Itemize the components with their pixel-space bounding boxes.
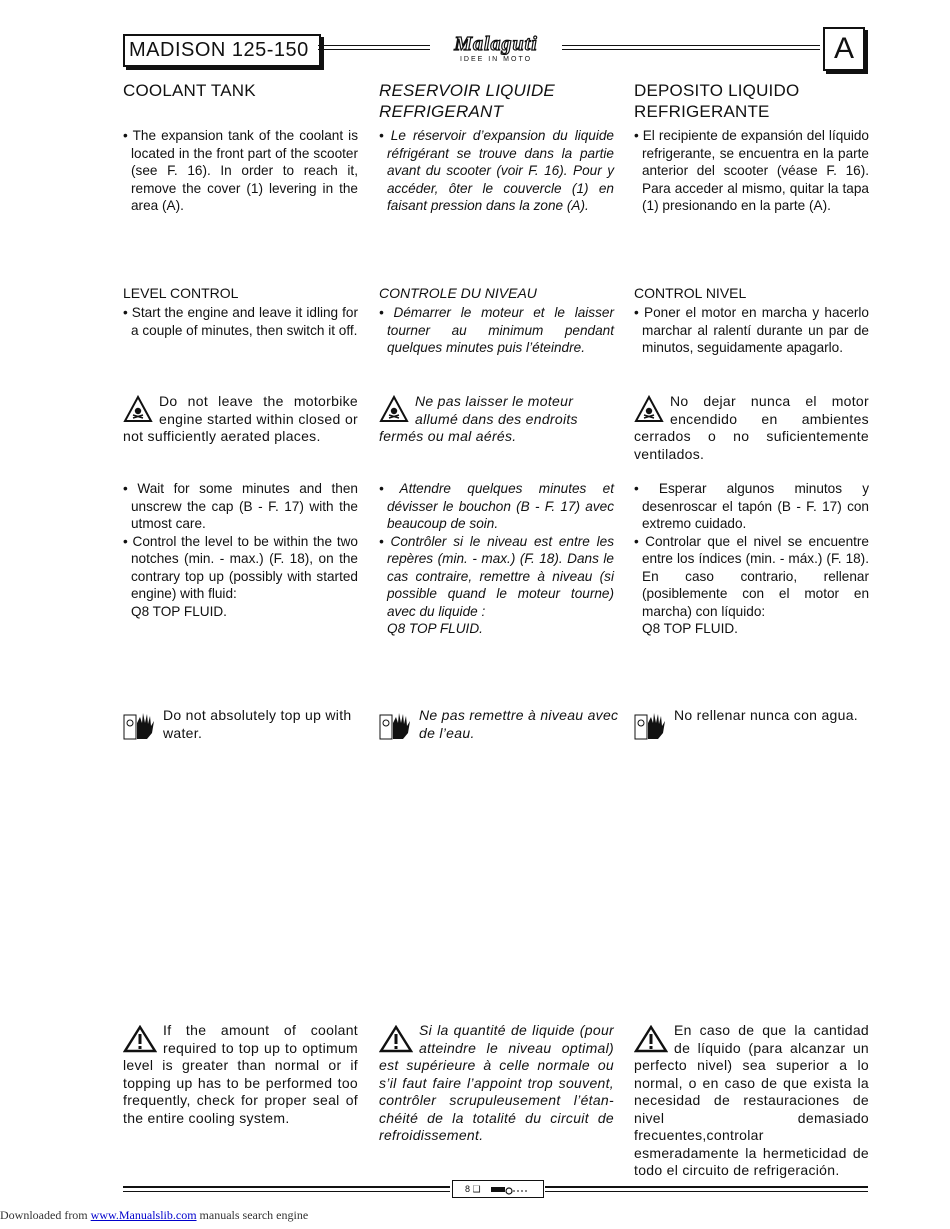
- es-steps: [634, 480, 869, 638]
- en-level: [123, 304, 358, 339]
- en-caution: [123, 1022, 358, 1127]
- fr-level-text: • Démarrer le moteur et le laisser tourner au minimum pendant quelques minutes puis l’éteindre.: [379, 305, 614, 355]
- en-warning-text: Do not leave the motorbike engine started within closed or not sufficiently aerated places.: [123, 393, 358, 444]
- fr-step1: • Attendre quelques minutes et dévisser le bouchon (B - F. 17) avec beaucoup de soin.: [379, 481, 614, 531]
- caution-icon: [379, 1025, 413, 1053]
- stop-hand-icon: [123, 709, 157, 741]
- en-caution-text: If the amount of coolant required to top up to optimum level is greater than normal or if topping up has to be performed too frequently, check for proper seal of the entire cooling system.: [123, 1022, 358, 1126]
- es-step2: • Controlar que el nivel se encuentre entre los índices (min. - máx.) (F. 18). En caso contrario, rellenar (posiblemente con el motor en marcha) con líquido:: [634, 533, 869, 619]
- es-fluid: Q8 TOP FLUID.: [642, 621, 738, 636]
- download-suffix: manuals search engine: [196, 1208, 309, 1222]
- en-fluid: Q8 TOP FLUID.: [131, 603, 227, 619]
- en-level-title: LEVEL CONTROL: [123, 285, 239, 301]
- fr-step2: • Contrôler si le niveau est entre les repères (min. - max.) (F. 18). Dans le cas contraire, remettre à niveau (si possible quand le moteur tourne) avec du liquide :: [379, 533, 614, 619]
- en-steps: [123, 480, 358, 620]
- fr-warning-text: Ne pas laisser le moteur allumé dans des endroits fermés ou mal aérés.: [379, 393, 578, 444]
- caution-icon: [123, 1025, 157, 1053]
- footer-rule-right-2: [545, 1191, 868, 1192]
- toxic-hazard-icon: [379, 395, 409, 423]
- scooter-icon: [489, 1185, 531, 1195]
- header-rule-right: [562, 45, 820, 46]
- en-stop-text: Do not absolutely top up with water.: [163, 707, 352, 741]
- en-level-text: • Start the engine and leave it idling for a couple of minutes, then switch it off.: [123, 305, 358, 338]
- en-title: COOLANT TANK: [123, 81, 256, 100]
- page-number: [452, 1180, 544, 1198]
- fr-caution-text: Si la quantité de liquide (pour atteindre le niveau optimal) est supérieure à celle normale ou s’il faut faire l’appoint trop souvent, contrôler scrupuleusement l’étan-chéité de la totalité du circuit de refroidissement.: [379, 1022, 614, 1143]
- es-warning-text: No dejar nunca el motor encendido en ambientes cerrados o no suficientemente ventilados.: [634, 393, 869, 462]
- svg-text:Malaguti: Malaguti: [454, 33, 538, 55]
- page-label: 8 ❑: [464, 1184, 481, 1194]
- header-rule-left-2: [318, 49, 430, 50]
- es-level: [634, 304, 869, 357]
- fr-stop-note: [379, 707, 619, 742]
- stop-hand-icon: [379, 709, 413, 741]
- fr-caution: [379, 1022, 614, 1145]
- en-step2: • Control the level to be within the two notches (min. - max.) (F. 18), on the contrary top up (possibly with started engine) with fluid:: [123, 533, 358, 601]
- footer-rule-left-2: [123, 1191, 450, 1192]
- fr-intro-text: • Le réservoir d’expansion du liquide réfrigérant se trouve dans la partie avant du scooter (voir F. 16). Pour y accéder, ôter le couvercle (1) en faisant pression dans la zone (A).: [379, 128, 614, 213]
- svg-text:IDEE IN MOTO: IDEE IN MOTO: [459, 56, 533, 63]
- header-rule-left: [318, 45, 430, 46]
- fr-title: RESERVOIR LIQUIDE REFRIGERANT: [379, 81, 555, 121]
- fr-level-title: CONTROLE DU NIVEAU: [379, 285, 537, 301]
- es-level-title: CONTROL NIVEL: [634, 285, 747, 301]
- es-stop-text: No rellenar nunca con agua.: [674, 707, 858, 723]
- manualslib-link[interactable]: www.Manualslib.com: [90, 1208, 197, 1222]
- model-title: MADISON 125-150: [123, 34, 321, 67]
- caution-icon: [634, 1025, 668, 1053]
- en-stop-note: [123, 707, 363, 742]
- en-step1: • Wait for some minutes and then unscrew the cap (B - F. 17) with the utmost care.: [123, 481, 358, 531]
- stop-hand-icon: [634, 709, 668, 741]
- es-level-text: • Poner el motor en marcha y hacerlo marchar al ralentí durante un par de minutos, seguidamente apagarlo.: [634, 305, 869, 355]
- es-caution-text: En caso de que la cantidad de líquido (para alcanzar un perfecto nivel) sea superior a lo normal, o en caso de que exista la necesidad de restauraciones de nivel demasiado frecuentes,controlar esmeradamente la hermeticidad de todo el circuito de refrigeración.: [634, 1022, 869, 1178]
- fr-fluid: Q8 TOP FLUID.: [387, 621, 483, 636]
- fr-level: [379, 304, 614, 357]
- es-stop-note: [634, 707, 874, 741]
- download-note: [0, 1208, 308, 1223]
- es-title: DEPOSITO LIQUIDO REFRIGERANTE: [634, 81, 800, 121]
- fr-steps: [379, 480, 614, 638]
- toxic-hazard-icon: [123, 395, 153, 423]
- fr-warning: [379, 393, 614, 446]
- es-intro: [634, 127, 869, 215]
- download-prefix: Downloaded from: [0, 1208, 91, 1222]
- footer-rule-right: [545, 1186, 868, 1188]
- es-step1: • Esperar algunos minutos y desenroscar el tapón (B - F. 17) con extremo cuidado.: [634, 481, 869, 531]
- section-letter: A: [823, 27, 865, 71]
- es-caution: [634, 1022, 869, 1180]
- es-warning: [634, 393, 869, 463]
- footer-rule-left: [123, 1186, 450, 1188]
- brand-logo: [433, 33, 559, 63]
- toxic-hazard-icon: [634, 395, 664, 423]
- en-intro-text: • The expansion tank of the coolant is located in the front part of the scooter (see F. 16). In order to reach it, remove the cover (1) levering in the area (A).: [123, 128, 358, 213]
- en-warning: [123, 393, 358, 446]
- fr-intro: [379, 127, 614, 215]
- es-intro-text: • El recipiente de expansión del líquido refrigerante, se encuentra en la parte anterior del scooter (véase F. 16). Para acceder al mismo, quitar la tapa (1) presionando en la parte (A).: [634, 128, 869, 213]
- header-rule-right-2: [562, 49, 820, 50]
- en-intro: [123, 127, 358, 215]
- fr-stop-text: Ne pas remettre à niveau avec de l’eau.: [419, 707, 619, 741]
